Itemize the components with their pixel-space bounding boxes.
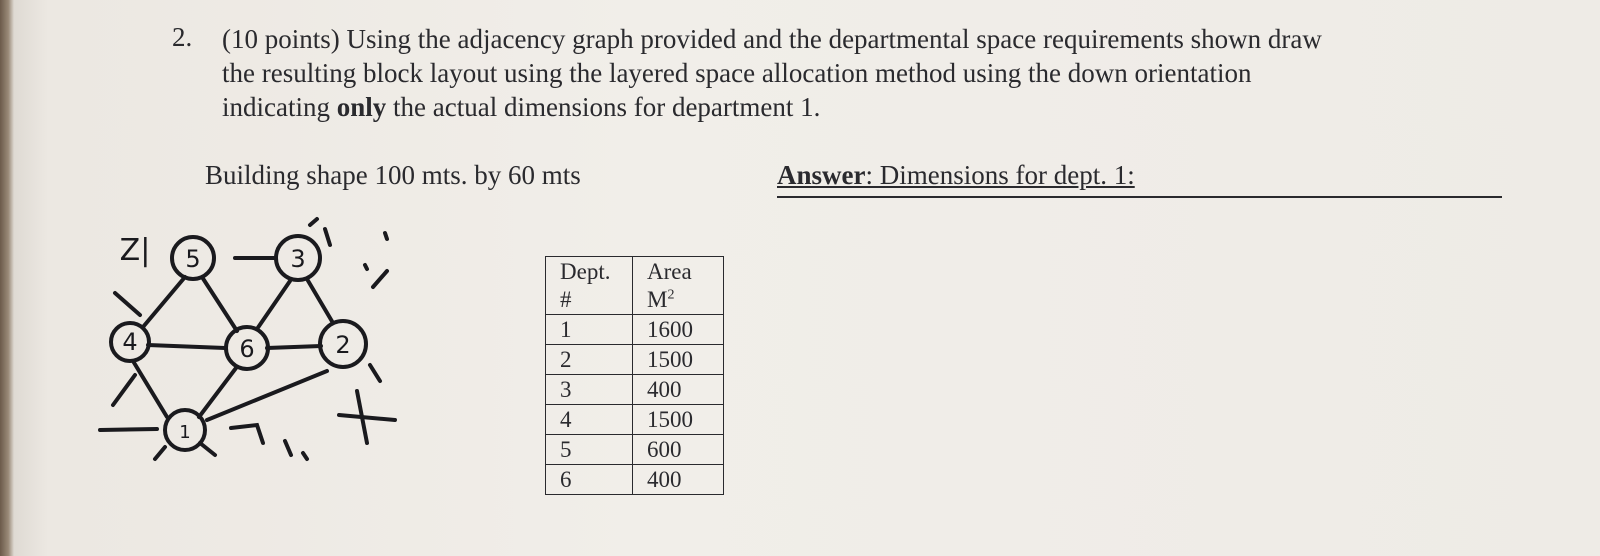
edge-5-4 xyxy=(143,277,185,327)
stray-stroke xyxy=(155,447,165,459)
stray-stroke xyxy=(339,415,395,420)
cell-area: 1500 xyxy=(633,405,724,435)
table-row xyxy=(546,405,724,435)
answer-text: : Dimensions for dept. 1: xyxy=(865,160,1135,190)
cell-area: 600 xyxy=(633,435,724,465)
stray-stroke xyxy=(303,453,307,459)
header-area xyxy=(633,257,724,315)
table-row xyxy=(546,465,724,495)
graph-node-label: 6 xyxy=(239,335,255,363)
question-line-2: the resulting block layout using the layered space allocation method using the down orientation xyxy=(222,58,1252,88)
edge-6-2 xyxy=(267,346,321,348)
building-shape: Building shape 100 mts. by 60 mts xyxy=(205,160,581,190)
edge-3-6 xyxy=(257,281,290,329)
cell-dept: 4 xyxy=(546,405,633,435)
stray-stroke xyxy=(385,233,387,239)
question-number: 2. xyxy=(172,22,193,52)
graph-node-label: 3 xyxy=(290,245,306,273)
table-row xyxy=(546,435,724,465)
stray-stroke xyxy=(231,425,263,443)
cell-area: 400 xyxy=(633,465,724,495)
question-line-3-post: the actual dimensions for department 1. xyxy=(386,92,821,122)
answer-label: Answer xyxy=(777,160,866,190)
question-emphasis: only xyxy=(336,92,387,122)
question-line-1: (10 points) Using the adjacency graph provided and the departmental space requirements shown draw xyxy=(222,24,1322,54)
cell-dept: 6 xyxy=(546,465,633,495)
cell-dept: 3 xyxy=(546,375,633,405)
graph-node-label: 1 xyxy=(179,422,191,443)
stray-stroke xyxy=(310,219,317,225)
edge-5-6 xyxy=(202,277,237,331)
table-row xyxy=(546,315,724,345)
stray-stroke xyxy=(285,441,291,455)
stray-stroke xyxy=(113,375,135,405)
stray-stroke xyxy=(365,265,367,269)
header-area-line2: $M^2$ xyxy=(647,287,675,312)
header-dept-line1: Dept. xyxy=(560,259,611,284)
header-dept-line2: # xyxy=(560,287,572,312)
edge-3-2 xyxy=(307,279,333,323)
page-edge xyxy=(0,0,14,556)
stray-stroke xyxy=(115,293,140,315)
header-dept xyxy=(546,257,633,315)
table-header-row xyxy=(546,257,724,315)
cell-dept: 5 xyxy=(546,435,633,465)
table-row xyxy=(546,375,724,405)
stray-stroke xyxy=(370,365,380,381)
header-area-line1: Area xyxy=(647,259,692,284)
stray-stroke xyxy=(200,443,215,455)
edge-4-6 xyxy=(148,345,225,348)
question-text xyxy=(222,22,1512,124)
cell-area: 400 xyxy=(633,375,724,405)
question-line-3-pre: indicating xyxy=(222,92,337,122)
adjacency-graph xyxy=(95,215,405,475)
graph-node-label: 4 xyxy=(122,328,138,356)
stray-mark: Z| xyxy=(119,233,151,268)
stray-stroke xyxy=(100,429,157,430)
cell-area: 1500 xyxy=(633,345,724,375)
stray-stroke xyxy=(325,229,330,245)
edge-2-1 xyxy=(207,371,327,420)
space-requirements-table xyxy=(545,256,724,495)
cell-dept: 2 xyxy=(546,345,633,375)
cell-area: 1600 xyxy=(633,315,724,345)
graph-node-label: 5 xyxy=(185,245,201,273)
question-line-3 xyxy=(222,90,1512,124)
table-row xyxy=(546,345,724,375)
answer-line[interactable] xyxy=(777,160,1502,198)
stray-stroke xyxy=(373,271,387,287)
edge-4-1 xyxy=(133,361,167,417)
graph-node-label: 2 xyxy=(335,331,351,359)
cell-dept: 1 xyxy=(546,315,633,345)
